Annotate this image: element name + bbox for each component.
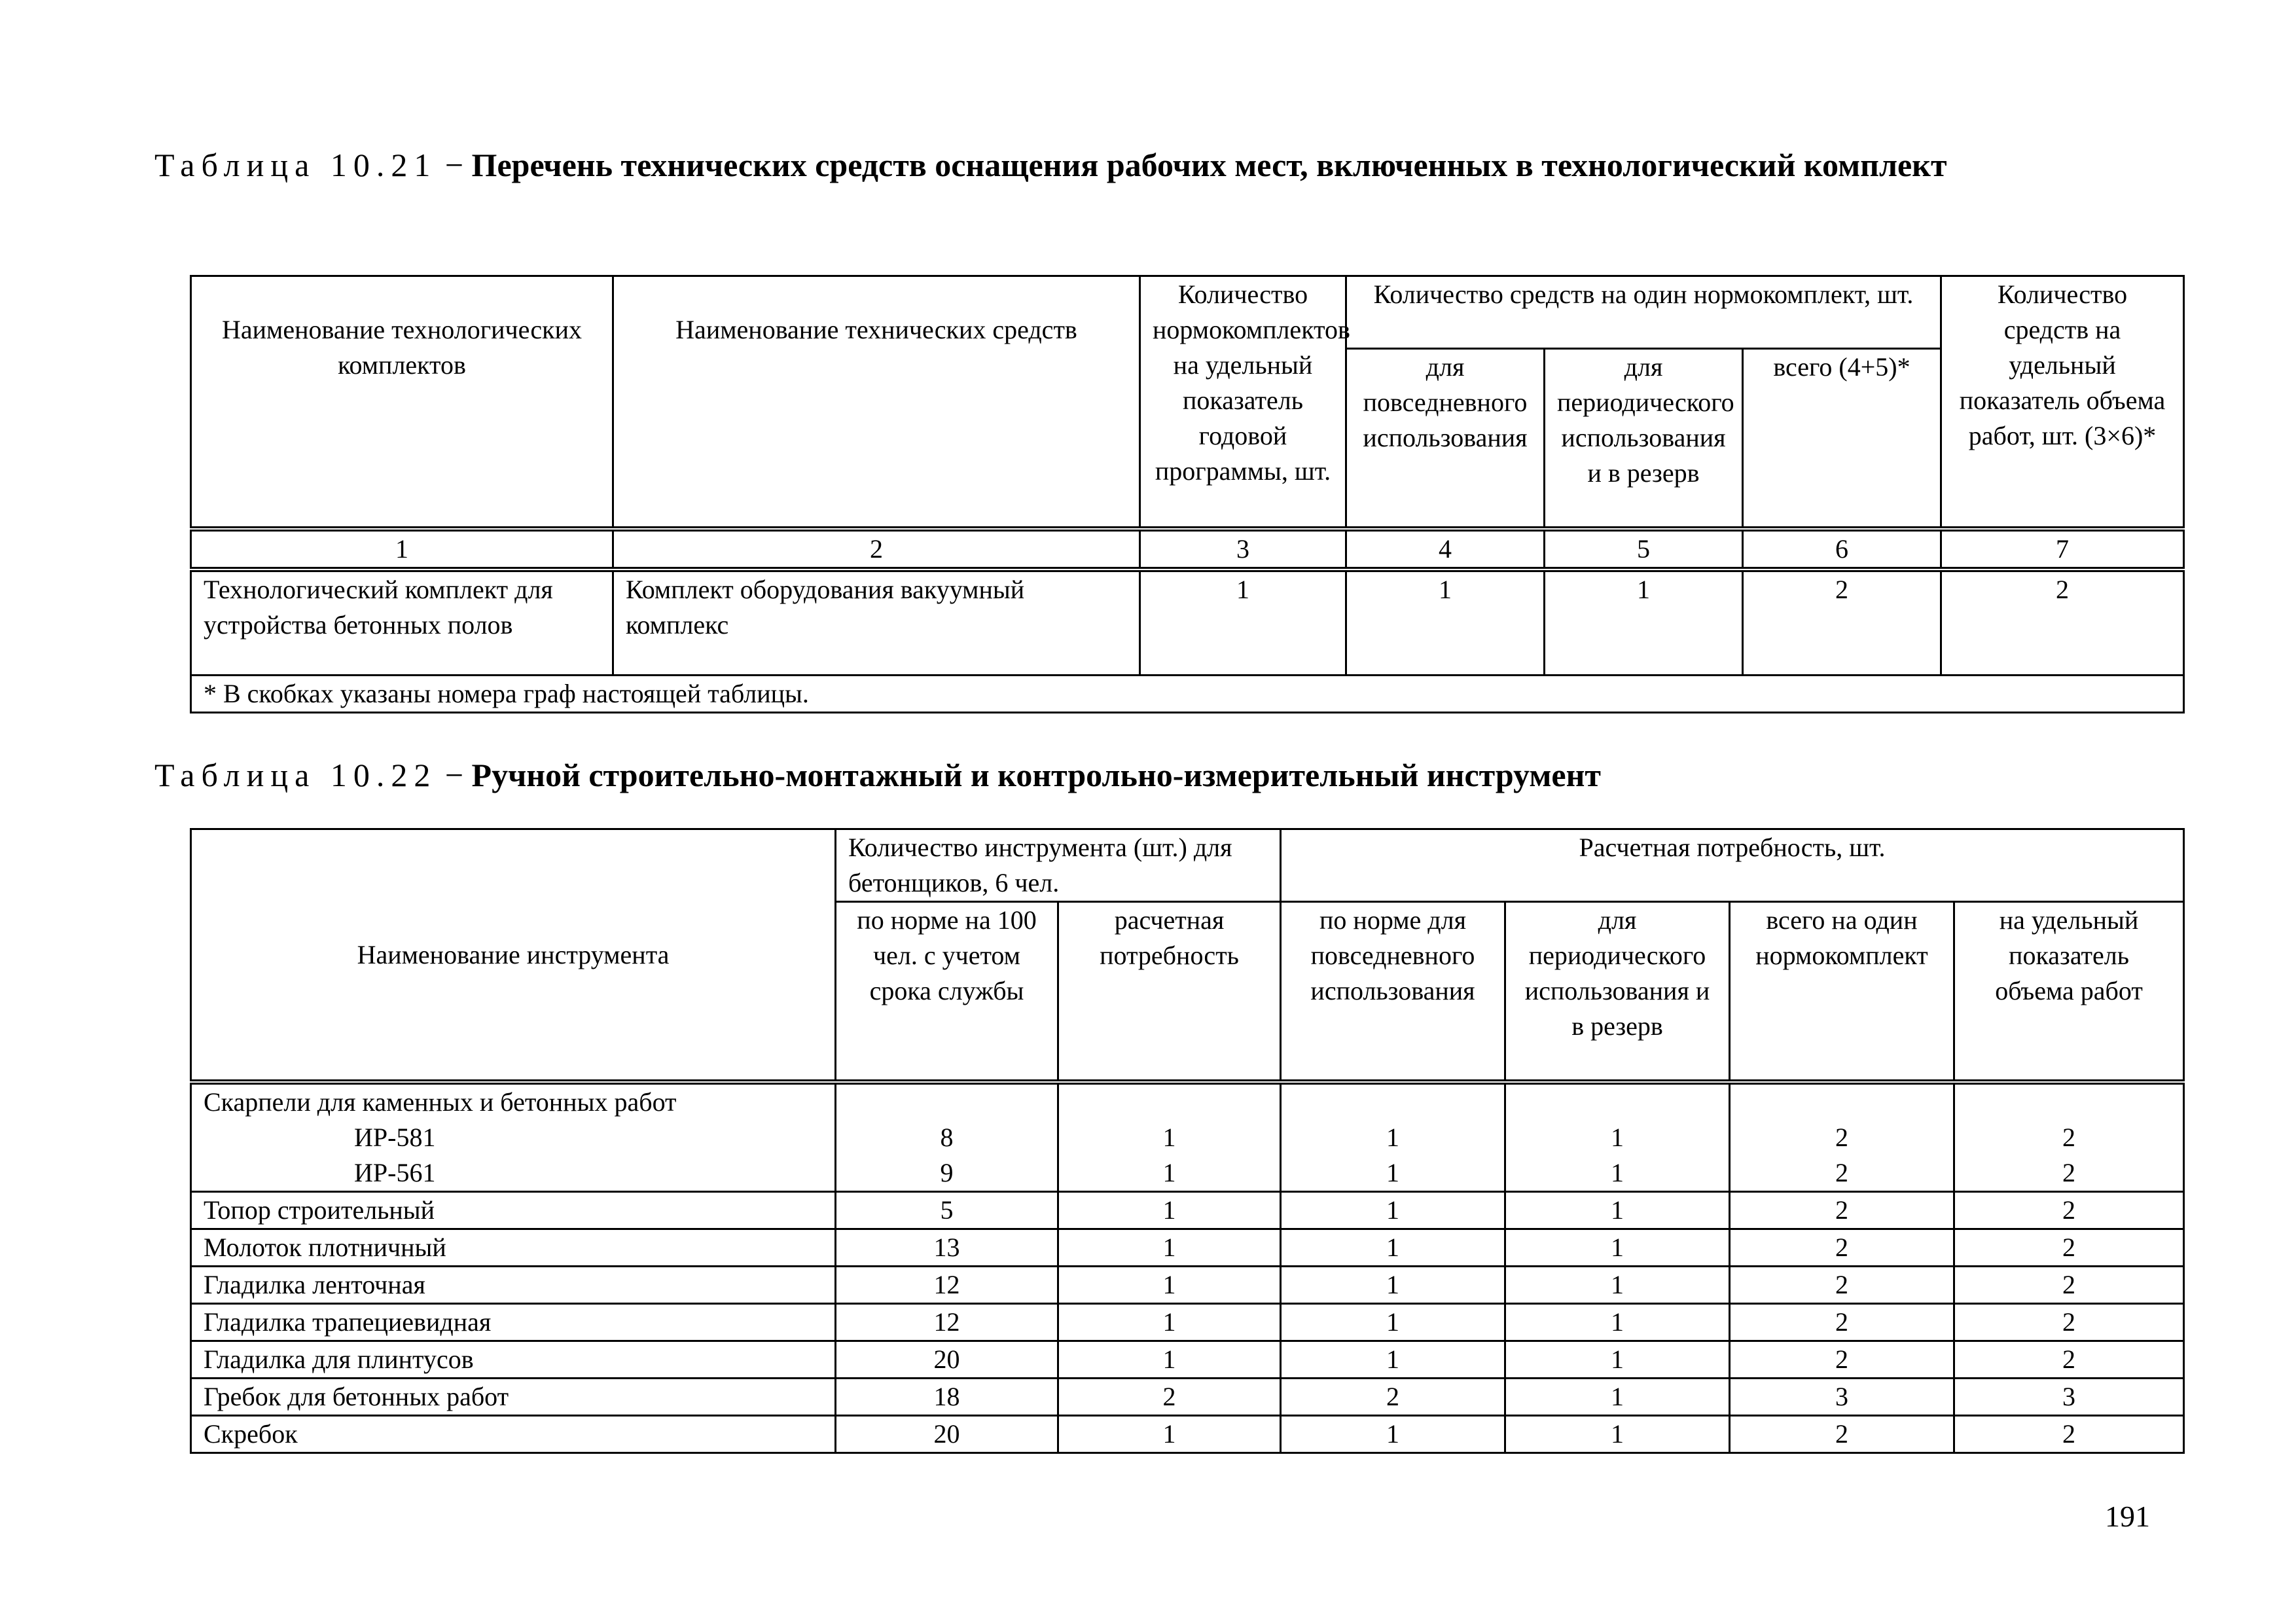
cell-value: 1 <box>1281 1267 1505 1304</box>
cell-value: 13 <box>836 1229 1058 1267</box>
cell-value: 1 1 <box>1505 1082 1730 1192</box>
cell-value: 1 <box>1058 1341 1281 1379</box>
header-per-kit: всего на один нормокомплект <box>1730 902 1954 1083</box>
cell-value: 1 <box>1505 1304 1730 1341</box>
header-kits-per-indicator: Количество нормокомплектов на удельный показатель годовой программы, шт. <box>1140 276 1346 530</box>
cell-value: 2 <box>1730 1229 1954 1267</box>
cell-value: 1 <box>1346 569 1545 676</box>
caption-title: Перечень технических средств оснащения рабочих мест, включенных в технологический комплект <box>471 147 1947 183</box>
cell-value: 20 <box>836 1341 1058 1379</box>
cell-tool-name: Молоток плотничный <box>191 1229 836 1267</box>
header-equipment-name: Наименование технических средств <box>613 276 1140 530</box>
cell-value: 2 <box>1954 1341 2184 1379</box>
cell-value: 1 <box>1058 1192 1281 1229</box>
cell-value: 1 <box>1140 569 1346 676</box>
table-row <box>191 569 2184 676</box>
header-periodic-use: для периодического использования и в резерв <box>1505 902 1730 1083</box>
cell-value: 1 <box>1058 1304 1281 1341</box>
cell-value: 1 <box>1281 1229 1505 1267</box>
chisel-group-title: Скарпели для каменных и бетонных работ <box>204 1087 677 1117</box>
cell-value: 2 <box>1954 1304 2184 1341</box>
table-row <box>191 1416 2184 1453</box>
cell-tool-name: Скребок <box>191 1416 836 1453</box>
cell-value: 1 <box>1281 1192 1505 1229</box>
cell-value: 2 <box>1941 569 2184 676</box>
cell-value: 1 <box>1505 1416 1730 1453</box>
cell-value: 1 <box>1058 1267 1281 1304</box>
cell-value: 2 <box>1058 1379 1281 1416</box>
col-number: 1 <box>191 529 613 569</box>
cell-value: 2 <box>1954 1192 2184 1229</box>
table-footnote: * В скобках указаны номера граф настоящей таблицы. <box>191 676 2184 713</box>
cell-value: 1 <box>1505 1267 1730 1304</box>
table-row <box>191 1229 2184 1267</box>
cell-value: 2 <box>1730 1341 1954 1379</box>
cell-tool-name: Гладилка трапециевидная <box>191 1304 836 1341</box>
table-10-21 <box>190 275 2185 713</box>
table-row <box>191 1304 2184 1341</box>
cell-value: 2 <box>1743 569 1941 676</box>
cell-tool-name: Топор строительный <box>191 1192 836 1229</box>
header-per-volume: на удельный показатель объема работ <box>1954 902 2184 1083</box>
header-daily-use: по норме для повседневного использования <box>1281 902 1505 1083</box>
cell-tool-name: Гладилка для плинтусов <box>191 1341 836 1379</box>
header-means-per-volume: Количество средств на удельный показатель объема работ, шт. (3×6)* <box>1941 276 2184 530</box>
header-complex-name: Наименование технологических комплектов <box>191 276 613 530</box>
table-10-22 <box>190 828 2185 1454</box>
header-tool-name: Наименование инструмента <box>191 829 836 1083</box>
cell-value: 2 2 <box>1730 1082 1954 1192</box>
col-number: 5 <box>1545 529 1743 569</box>
cell-value: 8 9 <box>836 1082 1058 1192</box>
table-row <box>191 1379 2184 1416</box>
cell-value: 2 <box>1730 1304 1954 1341</box>
header-tool-count: Количество инструмента (шт.) для бетонщиков, 6 чел. <box>836 829 1281 902</box>
table-10-22-caption <box>154 741 2151 809</box>
caption-title: Ручной строительно-монтажный и контрольно-измерительный инструмент <box>471 757 1601 793</box>
cell-value: 1 <box>1281 1416 1505 1453</box>
header-estimated-need: Расчетная потребность, шт. <box>1281 829 2184 902</box>
header-periodic-use: для периодического использования и в резерв <box>1545 349 1743 530</box>
cell-complex: Технологический комплект для устройства бетонных полов <box>191 569 613 676</box>
col-number: 6 <box>1743 529 1941 569</box>
cell-value: 1 <box>1281 1341 1505 1379</box>
cell-value: 1 1 <box>1058 1082 1281 1192</box>
cell-value: 12 <box>836 1267 1058 1304</box>
cell-value: 1 <box>1505 1379 1730 1416</box>
cell-value: 2 <box>1730 1267 1954 1304</box>
col-number: 2 <box>613 529 1140 569</box>
cell-value: 1 <box>1505 1341 1730 1379</box>
cell-value: 1 <box>1505 1229 1730 1267</box>
cell-value: 2 <box>1730 1416 1954 1453</box>
cell-value: 18 <box>836 1379 1058 1416</box>
caption-dash: − <box>437 147 472 183</box>
cell-value: 1 <box>1505 1192 1730 1229</box>
header-means-per-kit: Количество средств на один нормокомплект, шт. <box>1346 276 1941 349</box>
table-row <box>191 1192 2184 1229</box>
table-row <box>191 1082 2184 1192</box>
cell-value: 2 <box>1281 1379 1505 1416</box>
col-number: 3 <box>1140 529 1346 569</box>
caption-dash: − <box>437 757 472 793</box>
cell-value: 1 1 <box>1281 1082 1505 1192</box>
cell-value: 2 <box>1954 1267 2184 1304</box>
caption-label: Таблица 10.21 <box>154 147 437 183</box>
cell-value: 1 <box>1058 1416 1281 1453</box>
cell-value: 3 <box>1954 1379 2184 1416</box>
cell-value: 1 <box>1058 1229 1281 1267</box>
cell-chisel-group <box>191 1082 836 1192</box>
table-row <box>191 1267 2184 1304</box>
table-row <box>191 1341 2184 1379</box>
cell-value: 1 <box>1281 1304 1505 1341</box>
page-number: 191 <box>2105 1500 2150 1533</box>
table-10-21-caption <box>154 131 2151 199</box>
col-number: 7 <box>1941 529 2184 569</box>
header-daily-use: для повседневного использования <box>1346 349 1545 530</box>
cell-value: 1 <box>1545 569 1743 676</box>
cell-value: 2 <box>1954 1416 2184 1453</box>
cell-value: 2 2 <box>1954 1082 2184 1192</box>
cell-value: 12 <box>836 1304 1058 1341</box>
caption-label: Таблица 10.22 <box>154 757 437 793</box>
header-norm-100: по норме на 100 чел. с учетом срока службы <box>836 902 1058 1083</box>
chisel-model: ИР-561 <box>354 1158 436 1187</box>
header-total: всего (4+5)* <box>1743 349 1941 530</box>
cell-value: 20 <box>836 1416 1058 1453</box>
cell-value: 2 <box>1730 1192 1954 1229</box>
cell-equipment: Комплект оборудования вакуумный комплекс <box>613 569 1140 676</box>
cell-tool-name: Гладилка ленточная <box>191 1267 836 1304</box>
col-number: 4 <box>1346 529 1545 569</box>
cell-value: 2 <box>1954 1229 2184 1267</box>
cell-value: 3 <box>1730 1379 1954 1416</box>
cell-value: 5 <box>836 1192 1058 1229</box>
header-estimated: расчетная потребность <box>1058 902 1281 1083</box>
cell-tool-name: Гребок для бетонных работ <box>191 1379 836 1416</box>
chisel-model: ИР-581 <box>354 1123 436 1152</box>
